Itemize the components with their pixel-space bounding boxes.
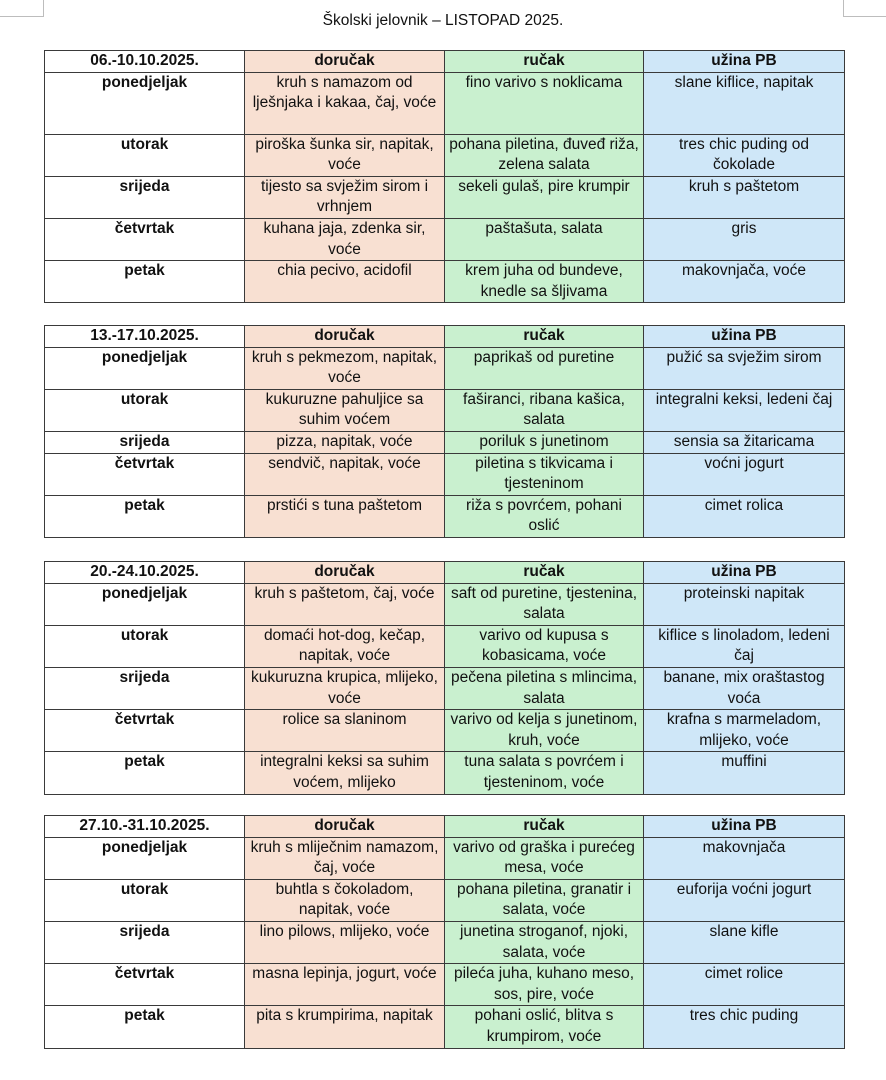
breakfast-cell: piroška šunka sir, napitak, voće (245, 134, 445, 176)
week-header-row (45, 562, 845, 584)
table-row (45, 583, 845, 625)
lunch-cell: pohana piletina, granatir i salata, voće (445, 879, 644, 921)
lunch-cell: riža s povrćem, pohani oslić (445, 495, 644, 537)
table-row (45, 431, 845, 453)
breakfast-cell: kruh s pekmezom, napitak, voće (245, 347, 445, 389)
breakfast-cell: pita s krumpirima, napitak (245, 1006, 445, 1048)
header-breakfast: doručak (245, 326, 445, 348)
header-lunch: ručak (445, 562, 644, 584)
header-breakfast: doručak (245, 562, 445, 584)
week-header-row (45, 326, 845, 348)
day-name: srijeda (45, 667, 245, 709)
breakfast-cell: pizza, napitak, voće (245, 431, 445, 453)
breakfast-cell: lino pilows, mlijeko, voće (245, 921, 445, 963)
table-row (45, 453, 845, 495)
snack-cell: sensia sa žitaricama (644, 431, 845, 453)
table-row (45, 879, 845, 921)
table-row (45, 710, 845, 752)
table-row (45, 495, 845, 537)
snack-cell: muffini (644, 752, 845, 794)
breakfast-cell: domaći hot-dog, kečap, napitak, voće (245, 625, 445, 667)
day-name: srijeda (45, 176, 245, 218)
lunch-cell: sekeli gulaš, pire krumpir (445, 176, 644, 218)
week-range: 20.-24.10.2025. (45, 562, 245, 584)
header-lunch: ručak (445, 816, 644, 838)
table-row (45, 752, 845, 794)
day-name: petak (45, 261, 245, 303)
breakfast-cell: sendvič, napitak, voće (245, 453, 445, 495)
day-name: ponedjeljak (45, 837, 245, 879)
snack-cell: pužić sa svježim sirom (644, 347, 845, 389)
snack-cell: tres chic puding od čokolade (644, 134, 845, 176)
snack-cell: tres chic puding (644, 1006, 845, 1048)
breakfast-cell: kruh s mliječnim namazom, čaj, voće (245, 837, 445, 879)
breakfast-cell: buhtla s čokoladom, napitak, voće (245, 879, 445, 921)
table-row (45, 176, 845, 218)
day-name: petak (45, 1006, 245, 1048)
table-row (45, 1006, 845, 1048)
header-breakfast: doručak (245, 51, 445, 73)
header-snack: užina PB (644, 326, 845, 348)
lunch-cell: pileća juha, kuhano meso, sos, pire, voće (445, 964, 644, 1006)
week-table-2 (44, 325, 845, 538)
lunch-cell: piletina s tikvicama i tjesteninom (445, 453, 644, 495)
day-name: utorak (45, 389, 245, 431)
week-table-3 (44, 561, 845, 795)
snack-cell: banane, mix oraštastog voća (644, 667, 845, 709)
lunch-cell: faširanci, ribana kašica, salata (445, 389, 644, 431)
week-header-row (45, 816, 845, 838)
breakfast-cell: rolice sa slaninom (245, 710, 445, 752)
snack-cell: makovnjača, voće (644, 261, 845, 303)
week-range: 27.10.-31.10.2025. (45, 816, 245, 838)
week-header-row (45, 51, 845, 73)
snack-cell: euforija voćni jogurt (644, 879, 845, 921)
breakfast-cell: kruh s paštetom, čaj, voće (245, 583, 445, 625)
table-row (45, 921, 845, 963)
snack-cell: kiflice s linoladom, ledeni čaj (644, 625, 845, 667)
week-table-1 (44, 50, 845, 303)
day-name: četvrtak (45, 218, 245, 260)
snack-cell: integralni keksi, ledeni čaj (644, 389, 845, 431)
breakfast-cell: chia pecivo, acidofil (245, 261, 445, 303)
lunch-cell: krem juha od bundeve, knedle sa šljivama (445, 261, 644, 303)
breakfast-cell: integralni keksi sa suhim voćem, mlijeko (245, 752, 445, 794)
lunch-cell: varivo od kelja s junetinom, kruh, voće (445, 710, 644, 752)
lunch-cell: junetina stroganof, njoki, salata, voće (445, 921, 644, 963)
snack-cell: slane kifle (644, 921, 845, 963)
lunch-cell: fino varivo s noklicama (445, 72, 644, 134)
lunch-cell: pohani oslić, blitva s krumpirom, voće (445, 1006, 644, 1048)
breakfast-cell: kuhana jaja, zdenka sir, voće (245, 218, 445, 260)
breakfast-cell: tijesto sa svježim sirom i vrhnjem (245, 176, 445, 218)
day-name: ponedjeljak (45, 72, 245, 134)
snack-cell: slane kiflice, napitak (644, 72, 845, 134)
page-title: Školski jelovnik – LISTOPAD 2025. (322, 12, 564, 29)
table-row (45, 837, 845, 879)
table-row (45, 625, 845, 667)
snack-cell: makovnjača (644, 837, 845, 879)
week-range: 13.-17.10.2025. (45, 326, 245, 348)
table-row (45, 134, 845, 176)
snack-cell: cimet rolice (644, 964, 845, 1006)
snack-cell: voćni jogurt (644, 453, 845, 495)
snack-cell: krafna s marmeladom, mlijeko, voće (644, 710, 845, 752)
week-range: 06.-10.10.2025. (45, 51, 245, 73)
breakfast-cell: masna lepinja, jogurt, voće (245, 964, 445, 1006)
snack-cell: gris (644, 218, 845, 260)
lunch-cell: paštašuta, salata (445, 218, 644, 260)
lunch-cell: tuna salata s povrćem i tjesteninom, voće (445, 752, 644, 794)
day-name: četvrtak (45, 710, 245, 752)
day-name: četvrtak (45, 964, 245, 1006)
header-snack: užina PB (644, 562, 845, 584)
lunch-cell: varivo od kupusa s kobasicama, voće (445, 625, 644, 667)
day-name: petak (45, 752, 245, 794)
table-row (45, 261, 845, 303)
breakfast-cell: kukuruzna krupica, mlijeko, voće (245, 667, 445, 709)
table-row (45, 389, 845, 431)
table-row (45, 964, 845, 1006)
snack-cell: proteinski napitak (644, 583, 845, 625)
breakfast-cell: prstići s tuna paštetom (245, 495, 445, 537)
day-name: srijeda (45, 921, 245, 963)
day-name: petak (45, 495, 245, 537)
lunch-cell: paprikaš od puretine (445, 347, 644, 389)
snack-cell: kruh s paštetom (644, 176, 845, 218)
lunch-cell: poriluk s junetinom (445, 431, 644, 453)
week-table-4 (44, 815, 845, 1049)
day-name: ponedjeljak (45, 583, 245, 625)
table-row (45, 218, 845, 260)
lunch-cell: pohana piletina, đuveđ riža, zelena salata (445, 134, 644, 176)
header-breakfast: doručak (245, 816, 445, 838)
table-row (45, 72, 845, 134)
day-name: četvrtak (45, 453, 245, 495)
header-snack: užina PB (644, 51, 845, 73)
day-name: utorak (45, 625, 245, 667)
lunch-cell: pečena piletina s mlincima, salata (445, 667, 644, 709)
header-lunch: ručak (445, 326, 644, 348)
lunch-cell: saft od puretine, tjestenina, salata (445, 583, 644, 625)
day-name: utorak (45, 134, 245, 176)
day-name: ponedjeljak (45, 347, 245, 389)
header-snack: užina PB (644, 816, 845, 838)
breakfast-cell: kruh s namazom od lješnjaka i kakaa, čaj, voće (245, 72, 445, 134)
snack-cell: cimet rolica (644, 495, 845, 537)
breakfast-cell: kukuruzne pahuljice sa suhim voćem (245, 389, 445, 431)
lunch-cell: varivo od graška i purećeg mesa, voće (445, 837, 644, 879)
day-name: utorak (45, 879, 245, 921)
header-lunch: ručak (445, 51, 644, 73)
table-row (45, 667, 845, 709)
day-name: srijeda (45, 431, 245, 453)
table-row (45, 347, 845, 389)
